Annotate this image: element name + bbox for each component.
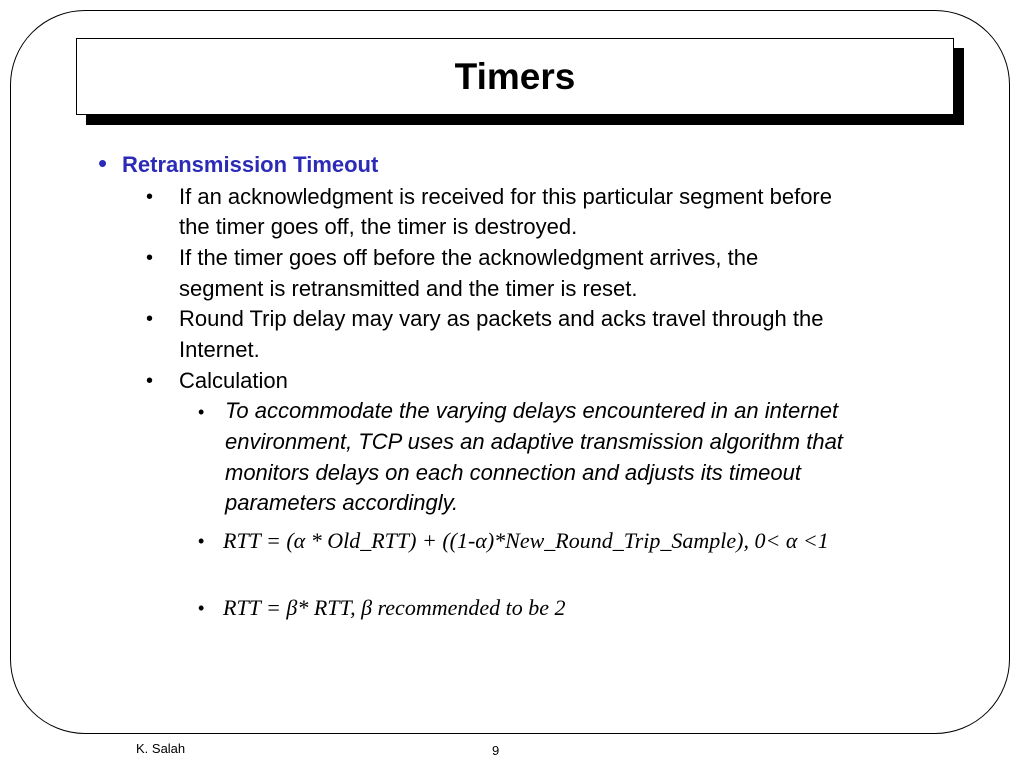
bullet-dot: • — [198, 598, 205, 618]
bullet-1-line-1: If an acknowledgment is received for this particular segment before — [179, 184, 832, 209]
title-box — [76, 38, 954, 115]
bullet-dot: • — [146, 308, 154, 330]
bullet-1-line-2: the timer goes off, the timer is destroyed. — [179, 214, 578, 239]
bullet-dot: • — [146, 186, 154, 208]
rtt-formula: RTT = (α * Old_RTT) + ((1-α)*New_Round_Trip_Sample), 0< α <1 — [223, 528, 829, 553]
bullet-dot: • — [198, 531, 205, 551]
bullet-4-calculation: Calculation — [179, 368, 288, 393]
bullet-dot: • — [98, 148, 108, 178]
footer-author: K. Salah — [136, 741, 186, 756]
bullet-3-line-2: Internet. — [179, 337, 260, 362]
bullet-3-line-1: Round Trip delay may vary as packets and acks travel through the — [179, 306, 824, 331]
rtt-beta-formula: RTT = β* RTT, β recommended to be 2 — [223, 595, 566, 620]
slide-title: Timers — [454, 55, 576, 97]
bullet-2-line-1: If the timer goes off before the acknowledgment arrives, the — [179, 245, 759, 270]
sub-line-2: environment, TCP uses an adaptive transmission algorithm that — [225, 429, 843, 454]
sub-line-4: parameters accordingly. — [225, 490, 459, 515]
bullet-dot: • — [146, 370, 154, 392]
page-number: 9 — [492, 743, 500, 758]
sub-line-1: To accommodate the varying delays encountered in an internet — [225, 398, 839, 423]
heading-retransmission-timeout: Retransmission Timeout — [122, 152, 379, 177]
sub-line-3: monitors delays on each connection and adjusts its timeout — [225, 460, 801, 485]
bullet-dot: • — [146, 247, 154, 269]
bullet-2-line-2: segment is retransmitted and the timer is reset. — [179, 276, 638, 301]
bullet-dot: • — [198, 402, 205, 422]
